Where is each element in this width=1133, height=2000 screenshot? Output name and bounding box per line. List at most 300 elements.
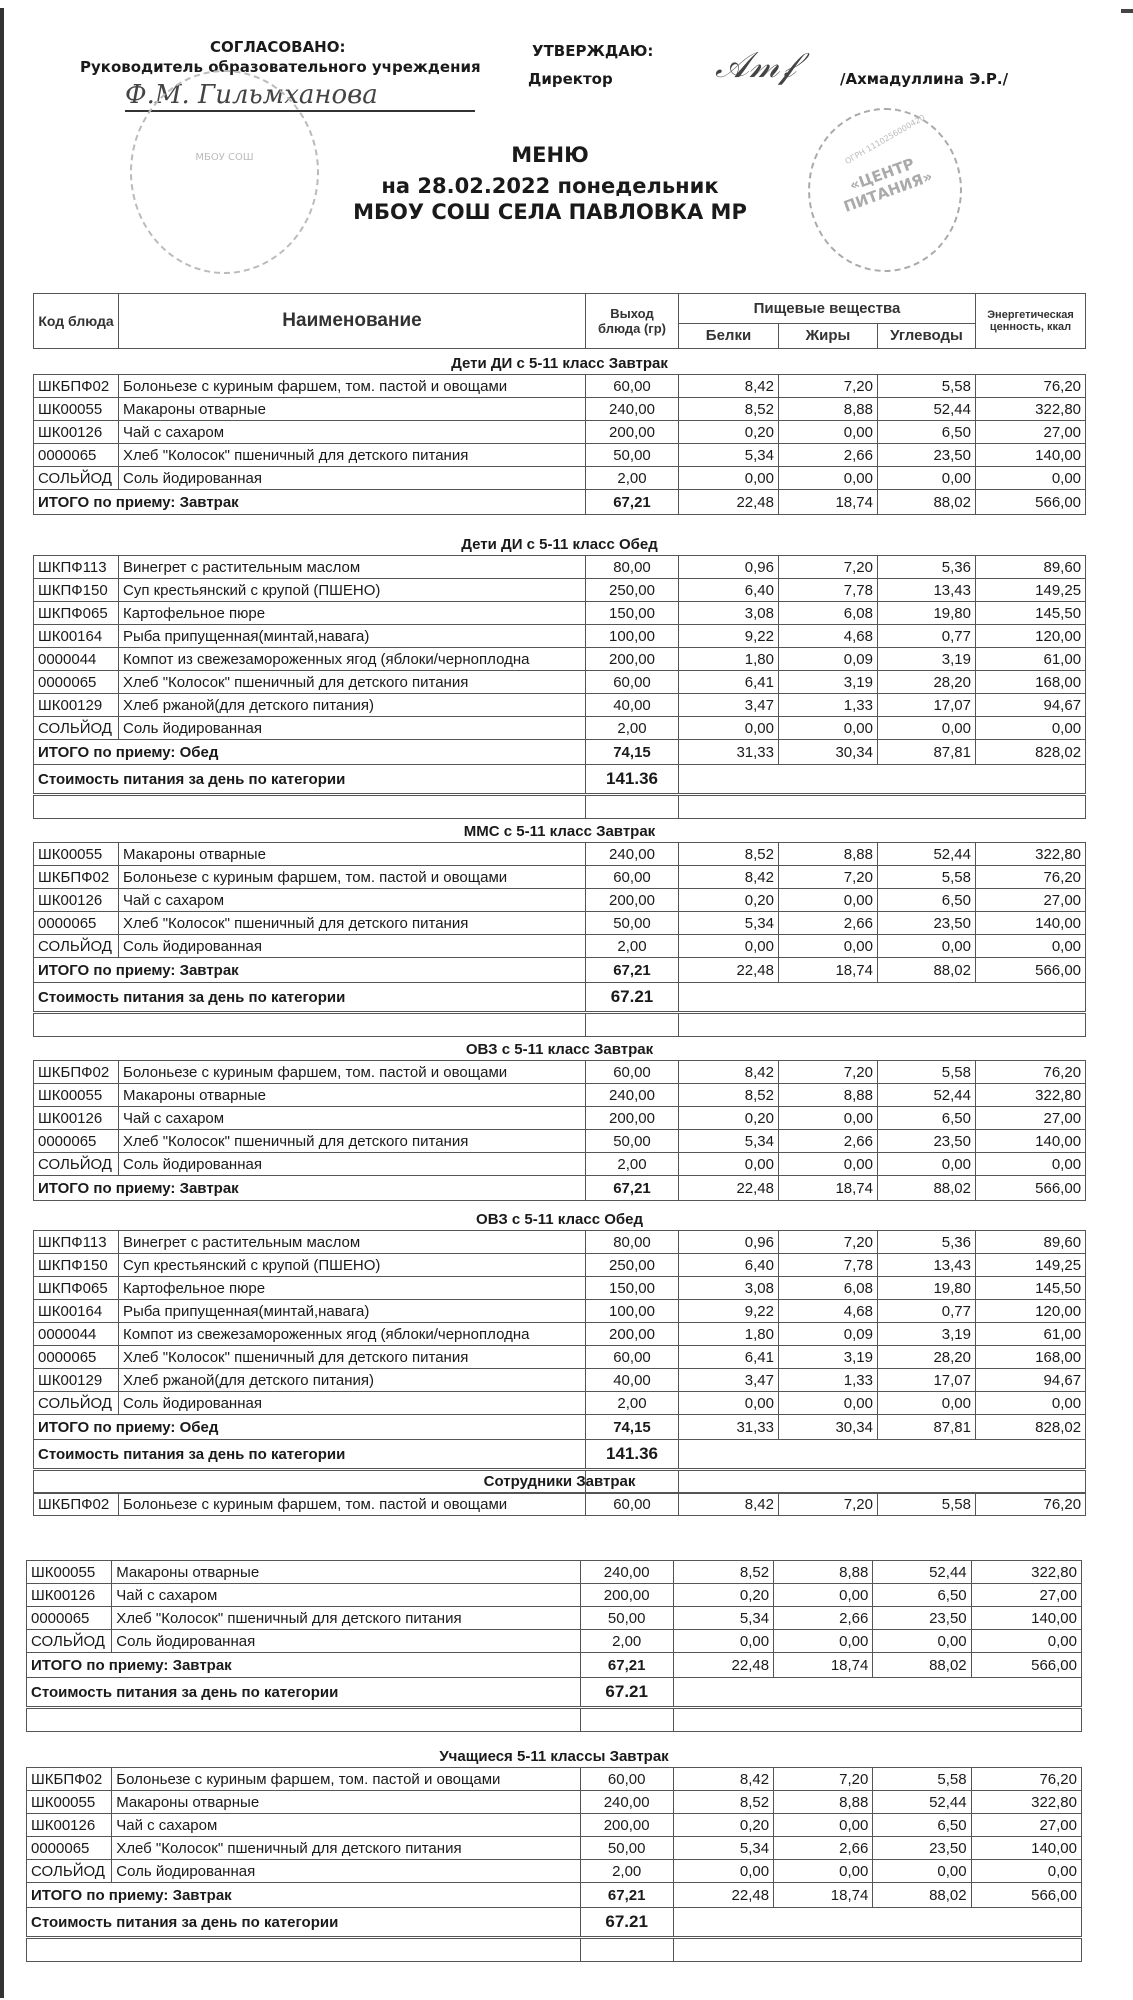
total-row xyxy=(34,1415,1086,1440)
carbs: 28,20 xyxy=(878,671,976,694)
table-row xyxy=(27,1768,1082,1791)
carbs: 5,58 xyxy=(878,1493,976,1516)
fats: 0,00 xyxy=(779,1107,878,1130)
dish-name: Хлеб "Колосок" пшеничный для детского питания xyxy=(119,444,586,467)
energy: 149,25 xyxy=(976,579,1086,602)
dish-code: ШКБПФ02 xyxy=(27,1768,112,1791)
fats: 7,20 xyxy=(779,866,878,889)
energy: 76,20 xyxy=(976,1493,1086,1516)
cost-row xyxy=(27,1908,1082,1938)
energy: 149,25 xyxy=(976,1254,1086,1277)
menu-section-table xyxy=(26,1745,1082,1962)
blank-row xyxy=(27,1938,1082,1962)
proteins: 0,96 xyxy=(679,1231,779,1254)
total-row xyxy=(34,490,1086,515)
dish-code: 0000065 xyxy=(34,1130,119,1153)
table-row xyxy=(34,1084,1086,1107)
fats: 7,20 xyxy=(779,1061,878,1084)
dish-name: Хлеб "Колосок" пшеничный для детского питания xyxy=(119,1346,586,1369)
dish-output: 240,00 xyxy=(586,1084,679,1107)
dish-output: 60,00 xyxy=(586,1346,679,1369)
dish-code: СОЛЬЙОД xyxy=(34,467,119,490)
fats: 2,66 xyxy=(774,1607,873,1630)
total-fats: 30,34 xyxy=(779,740,878,765)
col-code: Код блюда xyxy=(34,294,119,349)
dish-output: 50,00 xyxy=(586,444,679,467)
dish-code: ШК00129 xyxy=(34,694,119,717)
blank-row xyxy=(34,795,1086,819)
table-row xyxy=(34,671,1086,694)
dish-name: Компот из свежезамороженных ягод (яблоки/черноплодна xyxy=(119,648,586,671)
proteins: 8,52 xyxy=(679,1084,779,1107)
total-cost: 67,21 xyxy=(580,1883,673,1908)
dish-name: Хлеб ржаной(для детского питания) xyxy=(119,694,586,717)
total-proteins: 22,48 xyxy=(673,1883,773,1908)
energy: 120,00 xyxy=(976,625,1086,648)
dish-output: 50,00 xyxy=(580,1837,673,1860)
total-proteins: 31,33 xyxy=(679,740,779,765)
dish-name: Суп крестьянский с крупой (ПШЕНО) xyxy=(119,579,586,602)
total-proteins: 22,48 xyxy=(673,1653,773,1678)
table-row xyxy=(34,1107,1086,1130)
total-cost: 74,15 xyxy=(586,1415,679,1440)
total-cost: 74,15 xyxy=(586,740,679,765)
carbs: 6,50 xyxy=(873,1814,971,1837)
fats: 2,66 xyxy=(779,444,878,467)
energy: 322,80 xyxy=(976,398,1086,421)
empty-cell xyxy=(673,1938,1081,1962)
cost-row xyxy=(34,1440,1086,1470)
dish-output: 150,00 xyxy=(586,1277,679,1300)
total-energy: 566,00 xyxy=(971,1883,1081,1908)
proteins: 3,47 xyxy=(679,694,779,717)
energy: 94,67 xyxy=(976,694,1086,717)
proteins: 1,80 xyxy=(679,648,779,671)
carbs: 5,36 xyxy=(878,556,976,579)
col-output: Выход блюда (гр) xyxy=(586,294,679,349)
energy: 322,80 xyxy=(971,1791,1081,1814)
dish-code: ШК00129 xyxy=(34,1369,119,1392)
school-name: МБОУ СОШ СЕЛА ПАВЛОВКА МР xyxy=(353,200,747,224)
energy: 0,00 xyxy=(976,935,1086,958)
proteins: 8,52 xyxy=(679,843,779,866)
dish-code: ШК00164 xyxy=(34,625,119,648)
total-row xyxy=(34,1176,1086,1201)
cost-label: Стоимость питания за день по категории xyxy=(34,765,586,795)
dish-name: Винегрет с растительным маслом xyxy=(119,556,586,579)
total-energy: 828,02 xyxy=(976,1415,1086,1440)
proteins: 5,34 xyxy=(673,1837,773,1860)
energy: 27,00 xyxy=(971,1584,1081,1607)
table-row xyxy=(34,467,1086,490)
dish-output: 80,00 xyxy=(586,1231,679,1254)
fats: 7,20 xyxy=(774,1768,873,1791)
table-row xyxy=(34,602,1086,625)
energy: 140,00 xyxy=(976,912,1086,935)
empty-cell xyxy=(679,1013,1086,1037)
section-title: ОВЗ с 5-11 класс Завтрак xyxy=(465,1040,654,1058)
dish-name: Хлеб "Колосок" пшеничный для детского питания xyxy=(119,671,586,694)
proteins: 5,34 xyxy=(679,1130,779,1153)
empty-cell xyxy=(679,765,1086,795)
total-label: ИТОГО по приему: Обед xyxy=(34,740,586,765)
total-fats: 18,74 xyxy=(779,958,878,983)
total-label: ИТОГО по приему: Завтрак xyxy=(34,490,586,515)
energy: 0,00 xyxy=(971,1860,1081,1883)
carbs: 23,50 xyxy=(878,1130,976,1153)
dish-name: Макароны отварные xyxy=(112,1561,580,1584)
energy: 140,00 xyxy=(971,1837,1081,1860)
energy: 89,60 xyxy=(976,1231,1086,1254)
agreed-label: СОГЛАСОВАНО: xyxy=(210,38,346,56)
table-row xyxy=(27,1837,1082,1860)
carbs: 5,58 xyxy=(878,1061,976,1084)
dish-output: 50,00 xyxy=(586,912,679,935)
dish-output: 250,00 xyxy=(586,1254,679,1277)
fats: 0,00 xyxy=(774,1860,873,1883)
energy: 145,50 xyxy=(976,1277,1086,1300)
proteins: 3,08 xyxy=(679,602,779,625)
dish-code: ШКБПФ02 xyxy=(34,375,119,398)
carbs: 0,00 xyxy=(878,1153,976,1176)
table-row xyxy=(34,444,1086,467)
empty-cell xyxy=(586,795,679,819)
dish-output: 200,00 xyxy=(580,1814,673,1837)
dish-name: Чай с сахаром xyxy=(119,1107,586,1130)
cost-label: Стоимость питания за день по категории xyxy=(27,1908,581,1938)
dish-name: Хлеб ржаной(для детского питания) xyxy=(119,1369,586,1392)
menu-section-table xyxy=(33,352,1086,515)
proteins: 6,41 xyxy=(679,1346,779,1369)
fats: 7,20 xyxy=(779,1493,878,1516)
cost-value: 67.21 xyxy=(586,983,679,1013)
total-fats: 18,74 xyxy=(774,1653,873,1678)
table-row xyxy=(27,1860,1082,1883)
dish-code: 0000065 xyxy=(34,671,119,694)
fats: 8,88 xyxy=(779,1084,878,1107)
total-cost: 67,21 xyxy=(580,1653,673,1678)
dish-output: 100,00 xyxy=(586,625,679,648)
dish-output: 150,00 xyxy=(586,602,679,625)
carbs: 13,43 xyxy=(878,1254,976,1277)
energy: 27,00 xyxy=(976,889,1086,912)
empty-cell xyxy=(27,1938,581,1962)
dish-name: Винегрет с растительным маслом xyxy=(119,1231,586,1254)
dish-output: 2,00 xyxy=(580,1630,673,1653)
carbs: 13,43 xyxy=(878,579,976,602)
carbs: 0,00 xyxy=(873,1630,971,1653)
cost-value: 67.21 xyxy=(580,1678,673,1708)
dish-name: Чай с сахаром xyxy=(119,889,586,912)
table-row xyxy=(34,648,1086,671)
cost-row xyxy=(34,983,1086,1013)
proteins: 8,42 xyxy=(673,1768,773,1791)
carbs: 19,80 xyxy=(878,602,976,625)
dish-code: ШК00055 xyxy=(27,1561,112,1584)
dish-name: Компот из свежезамороженных ягод (яблоки/черноплодна xyxy=(119,1323,586,1346)
proteins: 6,41 xyxy=(679,671,779,694)
carbs: 52,44 xyxy=(878,1084,976,1107)
fats: 2,66 xyxy=(774,1837,873,1860)
table-row xyxy=(27,1630,1082,1653)
total-label: ИТОГО по приему: Завтрак xyxy=(34,1176,586,1201)
total-fats: 18,74 xyxy=(779,490,878,515)
energy: 27,00 xyxy=(971,1814,1081,1837)
fats: 4,68 xyxy=(779,1300,878,1323)
proteins: 3,47 xyxy=(679,1369,779,1392)
total-row xyxy=(34,740,1086,765)
dish-name: Хлеб "Колосок" пшеничный для детского питания xyxy=(112,1607,580,1630)
empty-cell xyxy=(673,1908,1081,1938)
dish-output: 240,00 xyxy=(586,843,679,866)
total-carbs: 87,81 xyxy=(878,1415,976,1440)
proteins: 5,34 xyxy=(679,444,779,467)
total-energy: 566,00 xyxy=(976,958,1086,983)
fats: 7,20 xyxy=(779,375,878,398)
table-row xyxy=(34,625,1086,648)
carbs: 28,20 xyxy=(878,1346,976,1369)
table-row xyxy=(34,1392,1086,1415)
table-row xyxy=(34,398,1086,421)
carbs: 5,58 xyxy=(873,1768,971,1791)
cost-value: 141.36 xyxy=(586,1440,679,1470)
table-row xyxy=(34,556,1086,579)
energy: 140,00 xyxy=(976,1130,1086,1153)
catering-stamp: «ЦЕНТР ПИТАНИЯ» ОГРН 1110256000420 xyxy=(808,108,962,272)
total-label: ИТОГО по приему: Обед xyxy=(34,1415,586,1440)
energy: 140,00 xyxy=(971,1607,1081,1630)
proteins: 0,00 xyxy=(679,1392,779,1415)
dish-output: 2,00 xyxy=(586,717,679,740)
table-row xyxy=(34,579,1086,602)
empty-cell xyxy=(34,1013,586,1037)
fats: 0,00 xyxy=(779,889,878,912)
menu-section-table xyxy=(33,1208,1086,1494)
fats: 6,08 xyxy=(779,1277,878,1300)
empty-cell xyxy=(673,1708,1081,1732)
agreed-role: Руководитель образовательного учреждения xyxy=(80,58,481,76)
dish-output: 50,00 xyxy=(586,1130,679,1153)
dish-output: 200,00 xyxy=(586,1323,679,1346)
col-nutrients: Пищевые вещества xyxy=(679,294,976,324)
fats: 7,20 xyxy=(779,556,878,579)
dish-name: Макароны отварные xyxy=(119,398,586,421)
dish-name: Хлеб "Колосок" пшеничный для детского питания xyxy=(119,1130,586,1153)
table-row xyxy=(34,1231,1086,1254)
proteins: 3,08 xyxy=(679,1277,779,1300)
table-row xyxy=(34,889,1086,912)
fats: 7,78 xyxy=(779,579,878,602)
dish-code: ШКПФ150 xyxy=(34,579,119,602)
dish-code: 0000044 xyxy=(34,648,119,671)
scan-edge xyxy=(0,8,4,1998)
total-row xyxy=(27,1883,1082,1908)
table-row xyxy=(27,1561,1082,1584)
dish-code: ШК00126 xyxy=(27,1814,112,1837)
dish-name: Рыба припущенная(минтай,навага) xyxy=(119,625,586,648)
table-row xyxy=(34,694,1086,717)
fats: 7,78 xyxy=(779,1254,878,1277)
dish-output: 200,00 xyxy=(586,421,679,444)
table-row xyxy=(34,1346,1086,1369)
table-row xyxy=(34,717,1086,740)
cost-row xyxy=(34,765,1086,795)
fats: 0,00 xyxy=(779,421,878,444)
dish-output: 2,00 xyxy=(586,935,679,958)
dish-name: Соль йодированная xyxy=(112,1860,580,1883)
total-carbs: 88,02 xyxy=(878,1176,976,1201)
fats: 8,88 xyxy=(779,398,878,421)
dish-code: ШКПФ065 xyxy=(34,1277,119,1300)
dish-output: 40,00 xyxy=(586,1369,679,1392)
energy: 61,00 xyxy=(976,648,1086,671)
energy: 89,60 xyxy=(976,556,1086,579)
total-label: ИТОГО по приему: Завтрак xyxy=(27,1653,581,1678)
energy: 76,20 xyxy=(976,1061,1086,1084)
fats: 2,66 xyxy=(779,912,878,935)
carbs: 23,50 xyxy=(873,1837,971,1860)
empty-cell xyxy=(580,1708,673,1732)
fats: 0,09 xyxy=(779,1323,878,1346)
dish-code: 0000065 xyxy=(34,912,119,935)
dish-code: ШК00055 xyxy=(34,398,119,421)
total-label: ИТОГО по приему: Завтрак xyxy=(27,1883,581,1908)
total-cost: 67,21 xyxy=(586,490,679,515)
energy: 322,80 xyxy=(976,843,1086,866)
total-carbs: 88,02 xyxy=(873,1653,971,1678)
energy: 27,00 xyxy=(976,421,1086,444)
proteins: 8,52 xyxy=(673,1561,773,1584)
blank-row xyxy=(34,1013,1086,1037)
proteins: 6,40 xyxy=(679,1254,779,1277)
table-row xyxy=(34,1369,1086,1392)
blank-row xyxy=(27,1708,1082,1732)
dish-name: Соль йодированная xyxy=(119,717,586,740)
dish-code: ШК00126 xyxy=(34,889,119,912)
proteins: 0,96 xyxy=(679,556,779,579)
dish-name: Хлеб "Колосок" пшеничный для детского питания xyxy=(119,912,586,935)
dish-name: Болоньезе с куриным фаршем, том. пастой и овощами xyxy=(119,375,586,398)
fats: 8,88 xyxy=(774,1561,873,1584)
energy: 168,00 xyxy=(976,1346,1086,1369)
dish-name: Рыба припущенная(минтай,навага) xyxy=(119,1300,586,1323)
carbs: 17,07 xyxy=(878,694,976,717)
empty-cell xyxy=(586,1013,679,1037)
dish-code: ШК00126 xyxy=(27,1584,112,1607)
energy: 94,67 xyxy=(976,1369,1086,1392)
table-row xyxy=(34,1323,1086,1346)
energy: 322,80 xyxy=(971,1561,1081,1584)
cost-label: Стоимость питания за день по категории xyxy=(34,1440,586,1470)
energy: 0,00 xyxy=(976,717,1086,740)
dish-code: ШК00055 xyxy=(34,843,119,866)
dish-code: ШКПФ065 xyxy=(34,602,119,625)
proteins: 0,00 xyxy=(679,1153,779,1176)
dish-name: Чай с сахаром xyxy=(119,421,586,444)
dish-output: 240,00 xyxy=(580,1561,673,1584)
dish-output: 200,00 xyxy=(586,889,679,912)
proteins: 5,34 xyxy=(673,1607,773,1630)
col-energy: Энергетическая ценность, ккал xyxy=(976,294,1086,349)
energy: 76,20 xyxy=(976,866,1086,889)
energy: 0,00 xyxy=(971,1630,1081,1653)
table-row xyxy=(34,843,1086,866)
total-proteins: 22,48 xyxy=(679,490,779,515)
dish-output: 240,00 xyxy=(580,1791,673,1814)
dish-output: 60,00 xyxy=(580,1768,673,1791)
carbs: 3,19 xyxy=(878,1323,976,1346)
fats: 0,00 xyxy=(774,1814,873,1837)
carbs: 23,50 xyxy=(878,912,976,935)
dish-code: 0000065 xyxy=(34,1346,119,1369)
menu-date: на 28.02.2022 понедельник xyxy=(381,174,719,198)
empty-cell xyxy=(27,1708,581,1732)
section-title: Сотрудники Завтрак xyxy=(483,1472,636,1490)
table-row xyxy=(34,1061,1086,1084)
total-row xyxy=(27,1653,1082,1678)
carbs: 0,77 xyxy=(878,1300,976,1323)
menu-section-table xyxy=(33,1038,1086,1201)
carbs: 6,50 xyxy=(878,1107,976,1130)
fats: 2,66 xyxy=(779,1130,878,1153)
table-row xyxy=(34,1153,1086,1176)
table-row xyxy=(34,1130,1086,1153)
carbs: 52,44 xyxy=(873,1791,971,1814)
energy: 120,00 xyxy=(976,1300,1086,1323)
school-stamp: МБОУ СОШ xyxy=(130,70,319,274)
dish-output: 60,00 xyxy=(586,1061,679,1084)
table-row xyxy=(34,866,1086,889)
fats: 8,88 xyxy=(774,1791,873,1814)
table-row xyxy=(34,375,1086,398)
dish-output: 60,00 xyxy=(586,375,679,398)
table-row xyxy=(34,421,1086,444)
table-row xyxy=(34,1493,1086,1516)
empty-cell xyxy=(673,1678,1081,1708)
fats: 1,33 xyxy=(779,1369,878,1392)
total-cost: 67,21 xyxy=(586,1176,679,1201)
proteins: 8,42 xyxy=(679,1493,779,1516)
carbs: 17,07 xyxy=(878,1369,976,1392)
carbs: 52,44 xyxy=(873,1561,971,1584)
dish-name: Болоньезе с куриным фаршем, том. пастой и овощами xyxy=(112,1768,580,1791)
dish-output: 50,00 xyxy=(580,1607,673,1630)
proteins: 0,00 xyxy=(679,717,779,740)
fats: 0,00 xyxy=(779,467,878,490)
carbs: 0,00 xyxy=(878,1392,976,1415)
menu-title: МЕНЮ xyxy=(511,143,589,167)
cost-value: 141.36 xyxy=(586,765,679,795)
proteins: 0,20 xyxy=(679,889,779,912)
dish-name: Суп крестьянский с крупой (ПШЕНО) xyxy=(119,1254,586,1277)
energy: 76,20 xyxy=(971,1768,1081,1791)
proteins: 8,42 xyxy=(679,866,779,889)
carbs: 52,44 xyxy=(878,398,976,421)
dish-name: Соль йодированная xyxy=(119,1392,586,1415)
col-name: Наименование xyxy=(119,294,586,349)
carbs: 3,19 xyxy=(878,648,976,671)
carbs: 0,00 xyxy=(878,935,976,958)
carbs: 6,50 xyxy=(878,889,976,912)
dish-name: Соль йодированная xyxy=(119,935,586,958)
table-row xyxy=(34,1254,1086,1277)
dish-code: ШКПФ113 xyxy=(34,1231,119,1254)
total-energy: 566,00 xyxy=(976,490,1086,515)
total-carbs: 88,02 xyxy=(878,958,976,983)
proteins: 0,00 xyxy=(679,467,779,490)
dish-output: 80,00 xyxy=(586,556,679,579)
dish-name: Болоньезе с куриным фаршем, том. пастой и овощами xyxy=(119,1493,586,1516)
